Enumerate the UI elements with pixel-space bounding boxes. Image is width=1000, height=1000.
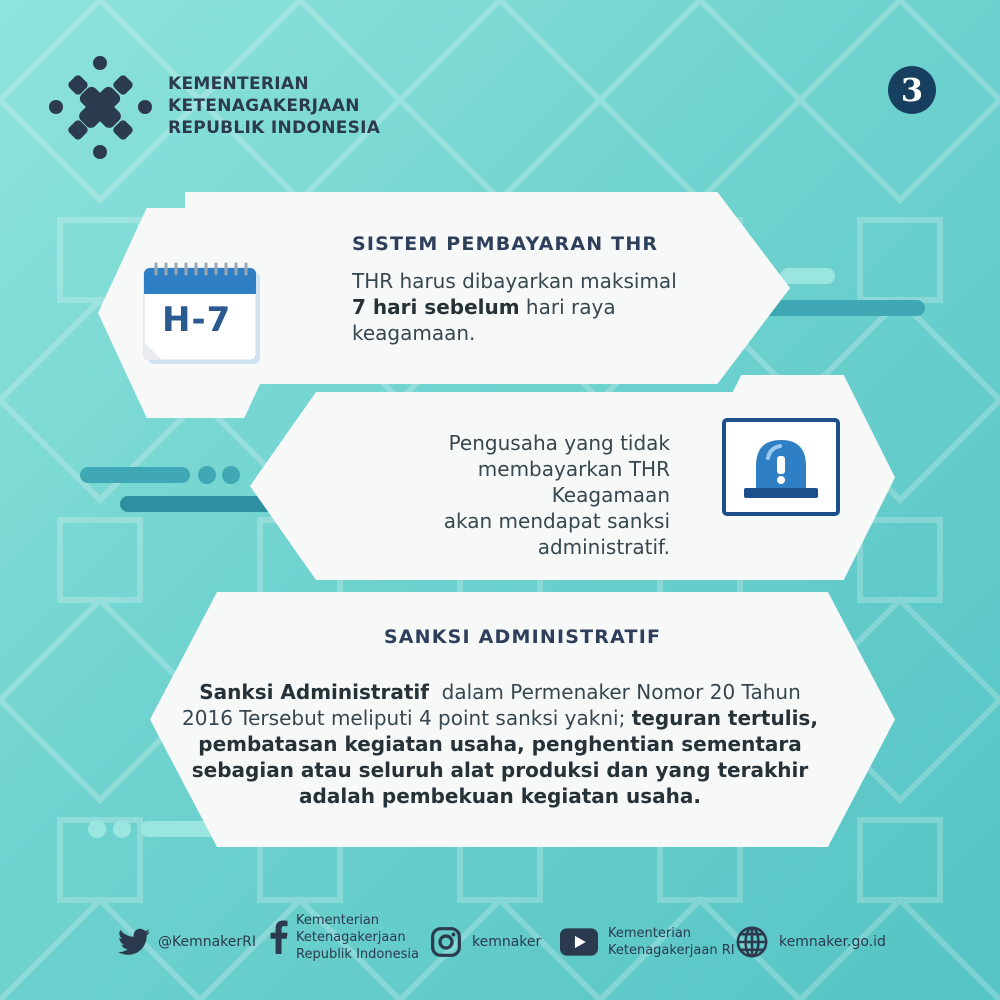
card2-line4: administratif. [537, 535, 670, 559]
card3-text1: dalam Permenaker Nomor 20 Tahun 2016 Tersebut meliputi 4 point sanksi yakni; [182, 680, 808, 730]
twitter-handle: @KemnakerRI [158, 934, 257, 950]
footer-facebook[interactable] [270, 912, 419, 962]
page-number-badge: 3 [888, 66, 936, 114]
ministry-logo-icon [48, 55, 153, 160]
card1-title: SISTEM PEMBAYARAN THR [352, 233, 659, 255]
card3-text [180, 679, 820, 809]
facebook-line1: Kementerian [296, 912, 380, 928]
twitter-icon [118, 928, 150, 956]
decor-dot [222, 466, 240, 484]
card2-line1: Pengusaha yang tidak [448, 431, 670, 455]
decor-dot [113, 820, 131, 838]
card3-bold2: teguran tertulis, pembatasan kegiatan usaha, penghentian sementara sebagian atau seluruh alat produksi dan yang terakhir adalah pembekuan kegiatan usaha. [191, 706, 818, 808]
instagram-icon [430, 926, 462, 958]
ministry-name-line1: KEMENTERIAN [168, 74, 309, 94]
decor-dot [88, 820, 106, 838]
decor-bar [80, 467, 190, 483]
card1-text-bold: 7 hari sebelum [352, 295, 520, 319]
card3-bold1: Sanksi Administratif [199, 680, 429, 704]
footer-website[interactable] [735, 920, 886, 964]
instagram-handle: kemnaker [472, 934, 542, 950]
facebook-page-name [296, 912, 419, 963]
youtube-icon [560, 928, 598, 956]
globe-icon [735, 925, 769, 959]
card1-text-part2: hari raya keagamaan. [352, 295, 616, 345]
facebook-icon [270, 920, 288, 954]
decor-bar [780, 268, 835, 284]
youtube-line2: Ketenagakerjaan RI [608, 943, 735, 958]
card1-text [352, 268, 682, 346]
website-url: kemnaker.go.id [779, 934, 886, 950]
ministry-name [168, 73, 380, 139]
footer-youtube[interactable] [560, 920, 735, 964]
card2-text [380, 430, 670, 560]
card1-text-part1: THR harus dibayarkan maksimal [352, 269, 677, 293]
card3-title: SANKSI ADMINISTRATIF [383, 626, 662, 648]
decor-dot [198, 466, 216, 484]
footer-twitter[interactable] [118, 920, 256, 964]
siren-icon [722, 418, 840, 516]
calendar-label: H-7 [162, 300, 232, 340]
ministry-name-line3: REPUBLIK INDONESIA [168, 118, 381, 138]
facebook-line3: Republik Indonesia [296, 946, 419, 962]
card2-line2: membayarkan THR Keagamaan [477, 457, 670, 507]
facebook-line2: Ketenagakerjaan [296, 929, 406, 945]
youtube-channel-name [608, 925, 735, 959]
youtube-line1: Kementerian [608, 926, 692, 941]
footer-instagram[interactable] [430, 920, 541, 964]
ministry-name-line2: KETENAGAKERJAAN [168, 96, 360, 116]
card2-line3: akan mendapat sanksi [443, 509, 670, 533]
